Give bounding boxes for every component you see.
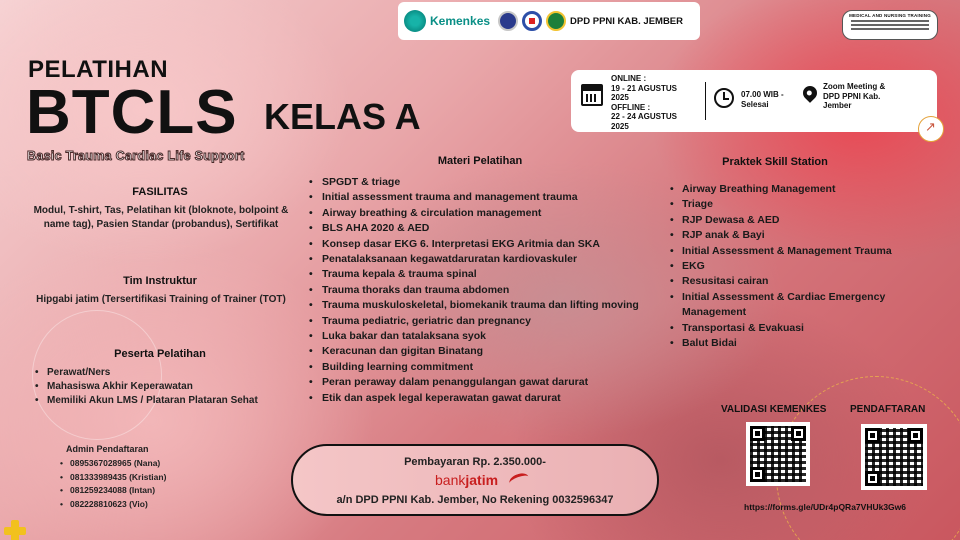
peserta-list (35, 366, 291, 408)
kemenkes-logo-icon (404, 10, 426, 32)
list-item: • Resusitasi cairan (670, 274, 900, 289)
schedule-dates: ONLINE : 19 - 21 AGUSTUS 2025 OFFLINE : 22 - 24 AGUSTUS 2025 (611, 74, 677, 131)
list-item: • Etik dan aspek legal keperawatan gawat darurat (309, 391, 649, 406)
schedule-box (571, 70, 937, 132)
list-item: • Initial Assessment & Cardiac Emergency Management (670, 290, 900, 321)
dpd-label: DPD PPNI KAB. JEMBER (570, 15, 684, 27)
list-item: • Peran peraway dalam penanggulangan gawat darurat (309, 375, 649, 390)
payment-amount: Pembayaran Rp. 2.350.000- (404, 456, 546, 468)
calendar-icon (581, 84, 603, 106)
praktek-list (670, 182, 900, 351)
qr-validasi-label: VALIDASI KEMENKES (721, 404, 827, 415)
seal-lines (847, 20, 933, 30)
list-item: • BLS AHA 2020 & AED (309, 221, 649, 236)
list-item: • Building learning commitment (309, 360, 649, 375)
seal-icon (546, 11, 566, 31)
list-item: • Trauma thoraks dan trauma abdomen (309, 283, 649, 298)
list-item: • RJP anak & Bayi (670, 228, 900, 243)
instruktur-title: Tim Instruktur (123, 275, 197, 287)
list-item: • Mahasiswa Akhir Keperawatan (35, 380, 291, 394)
list-item: • 081333989435 (Kristian) (60, 471, 240, 485)
list-item: • Initial assessment trauma and management trauma (309, 190, 649, 205)
qr-code-pendaftaran[interactable] (861, 424, 927, 490)
payment-box (291, 444, 659, 516)
seal-icon (522, 11, 542, 31)
materi-list (309, 175, 649, 406)
logo-bar (398, 2, 700, 40)
list-item: • Luka bakar dan tatalaksana syok (309, 329, 649, 344)
praktek-title: Praktek Skill Station (722, 156, 828, 168)
list-item: • Balut Bidai (670, 336, 900, 351)
title-main: BTCLS (26, 78, 238, 147)
list-item: • Airway breathing & circulation management (309, 206, 649, 221)
title-pelatihan: PELATIHAN (28, 56, 169, 83)
title-subtitle: Basic Trauma Cardiac Life Support (27, 149, 245, 163)
list-item: • Memiliki Akun LMS / Plataran Plataran Sehat (35, 394, 291, 408)
list-item: • Perawat/Ners (35, 366, 291, 380)
fasilitas-title: FASILITAS (132, 186, 188, 198)
arrow-icon (918, 116, 944, 142)
list-item: • Trauma muskuloskeletal, biomekanik trauma dan lifting moving (309, 298, 649, 313)
list-item: • Trauma pediatric, geriatric dan pregnancy (309, 314, 649, 329)
kemenkes-label: Kemenkes (430, 14, 491, 28)
registration-link[interactable]: https://forms.gle/UDr4pQRa7VHUk3Gw6 (744, 502, 907, 512)
schedule-time: 07.00 WIB - Selesai (741, 90, 784, 109)
list-item: • Konsep dasar EKG 6. Interpretasi EKG Aritmia dan SKA (309, 237, 649, 252)
qr-pendaftaran-label: PENDAFTARAN (850, 404, 926, 415)
list-item: • Trauma kepala & trauma spinal (309, 267, 649, 282)
admin-title: Admin Pendaftaran (66, 444, 149, 454)
payment-account: a/n DPD PPNI Kab. Jember, No Rekening 0032596347 (336, 494, 614, 506)
list-item: • 082228810623 (Vio) (60, 498, 240, 512)
plus-icon (4, 520, 26, 540)
bank-logo: bankjatim (435, 472, 499, 488)
clock-icon (714, 88, 734, 108)
list-item: • Penatalaksanaan kegawatdaruratan kardiovaskuler (309, 252, 649, 267)
training-seal (842, 10, 938, 40)
seal-title: MEDICAL AND NURSING TRAINING (849, 13, 931, 18)
list-item: • Triage (670, 197, 900, 212)
materi-title: Materi Pelatihan (437, 155, 523, 167)
list-item: • Keracunan dan gigitan Binatang (309, 344, 649, 359)
peserta-title: Peserta Pelatihan (114, 348, 206, 360)
divider (705, 82, 706, 120)
schedule-venue: Zoom Meeting & DPD PPNI Kab. Jember (823, 82, 886, 110)
list-item: • Transportasi & Evakuasi (670, 321, 900, 336)
bank-swoosh-icon (508, 471, 531, 489)
list-item: • RJP Dewasa & AED (670, 213, 900, 228)
list-item: • EKG (670, 259, 900, 274)
list-item: • 0895367028965 (Nana) (60, 457, 240, 471)
list-item: • Initial Assessment & Management Trauma (670, 244, 900, 259)
qr-code-validasi[interactable] (746, 422, 810, 486)
list-item: • Airway Breathing Management (670, 182, 900, 197)
list-item: • 081259234088 (Intan) (60, 484, 240, 498)
seal-icon (498, 11, 518, 31)
list-item: • SPGDT & triage (309, 175, 649, 190)
admin-list (60, 457, 240, 511)
fasilitas-body: Modul, T-shirt, Tas, Pelatihan kit (bloknote, bolpoint & name tag), Pasien Standar (probandus), Sertifikat (33, 205, 289, 230)
title-kelas: KELAS A (264, 96, 421, 137)
instruktur-body: Hipgabi jatim (Tersertifikasi Training of Trainer (TOT) (36, 294, 286, 305)
